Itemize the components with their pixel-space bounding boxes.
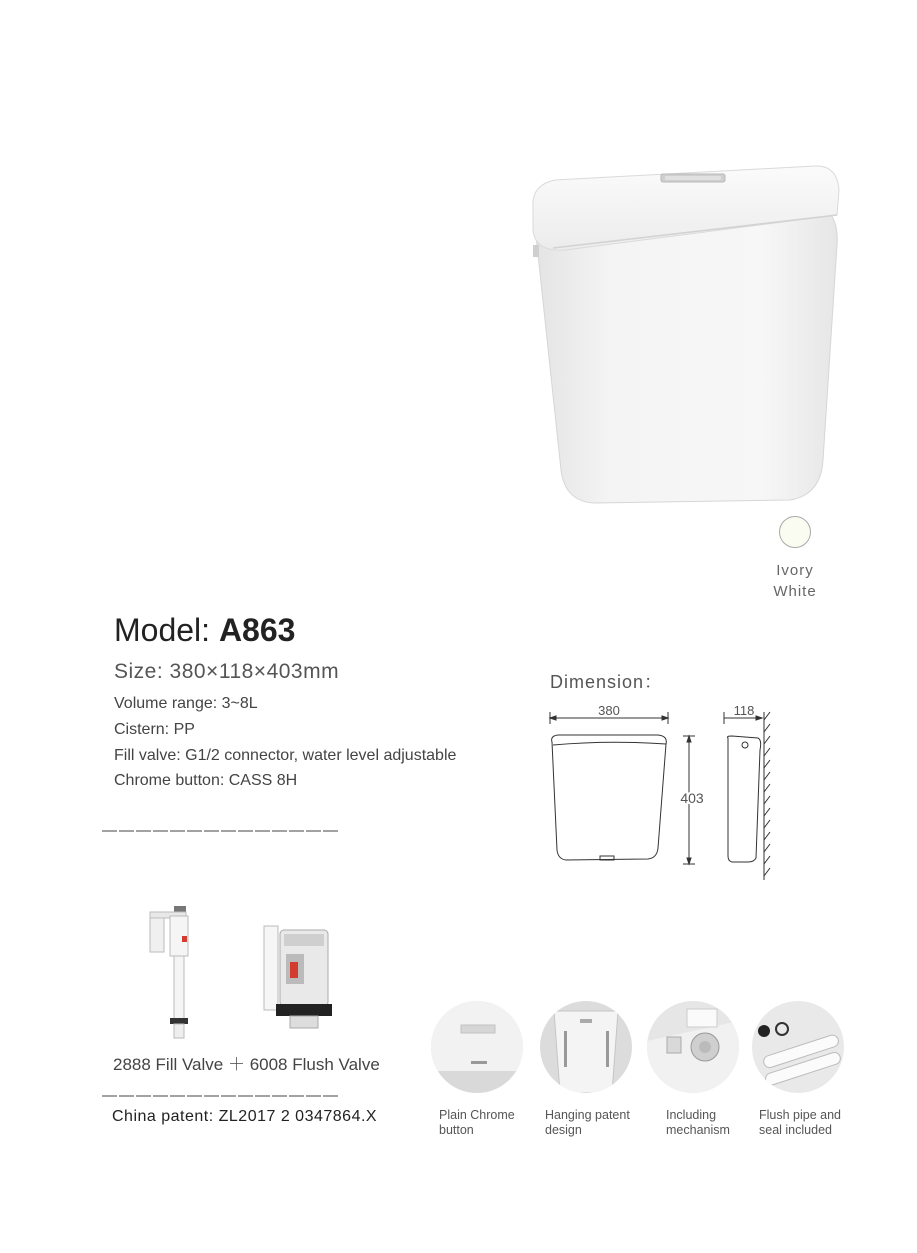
color-label-line2: White (773, 583, 817, 600)
model-label: Model: (114, 612, 219, 648)
valves-caption: 2888 Fill Valve ＋ 6008 Flush Valve (113, 1055, 380, 1074)
feature-label-chrome-button (439, 1108, 539, 1138)
dimension-height-label: 403 (680, 790, 704, 806)
patent-number: China patent: ZL2017 2 0347864.X (112, 1108, 378, 1125)
model-title (114, 612, 295, 649)
feature-label-line1: Hanging patent (545, 1108, 630, 1122)
feature-image-chrome-button (431, 1001, 523, 1093)
feature-label-flush-pipe (759, 1108, 859, 1138)
divider-line: —————————————— (102, 1087, 340, 1104)
feature-label-line1: Flush pipe and (759, 1108, 842, 1122)
valves-image (130, 900, 350, 1045)
spec-cistern: Cistern: PP (114, 721, 195, 738)
feature-label-line2: mechanism (666, 1123, 730, 1137)
size-spec: Size: 380×118×403mm (114, 660, 340, 683)
feature-image-flush-pipe (752, 1001, 844, 1093)
divider-line: —————————————— (102, 822, 340, 839)
feature-image-mechanism (647, 1001, 739, 1093)
feature-label-hanging-design (545, 1108, 645, 1138)
ivory-white-swatch[interactable] (779, 516, 811, 548)
spec-chrome-button: Chrome button: CASS 8H (114, 772, 298, 789)
feature-label-line1: Including (666, 1108, 717, 1122)
feature-label-line2: design (545, 1123, 582, 1137)
cistern-product-image (525, 160, 845, 510)
feature-label-line2: seal included (759, 1123, 832, 1137)
spec-fill-valve: Fill valve: G1/2 connector, water level adjustable (114, 747, 457, 764)
spec-volume: Volume range: 3~8L (114, 695, 258, 712)
dimension-depth-label: 118 (733, 703, 755, 718)
model-code: A863 (218, 612, 296, 648)
dimension-drawing (540, 700, 790, 890)
color-label-line1: Ivory (776, 562, 814, 579)
dimension-title: Dimension： (550, 672, 664, 692)
feature-label-line2: button (439, 1123, 474, 1137)
feature-image-hanging-design (540, 1001, 632, 1093)
dimension-width-label: 380 (598, 703, 620, 718)
feature-label-line1: Plain Chrome (439, 1108, 515, 1122)
feature-label-mechanism (666, 1108, 766, 1138)
